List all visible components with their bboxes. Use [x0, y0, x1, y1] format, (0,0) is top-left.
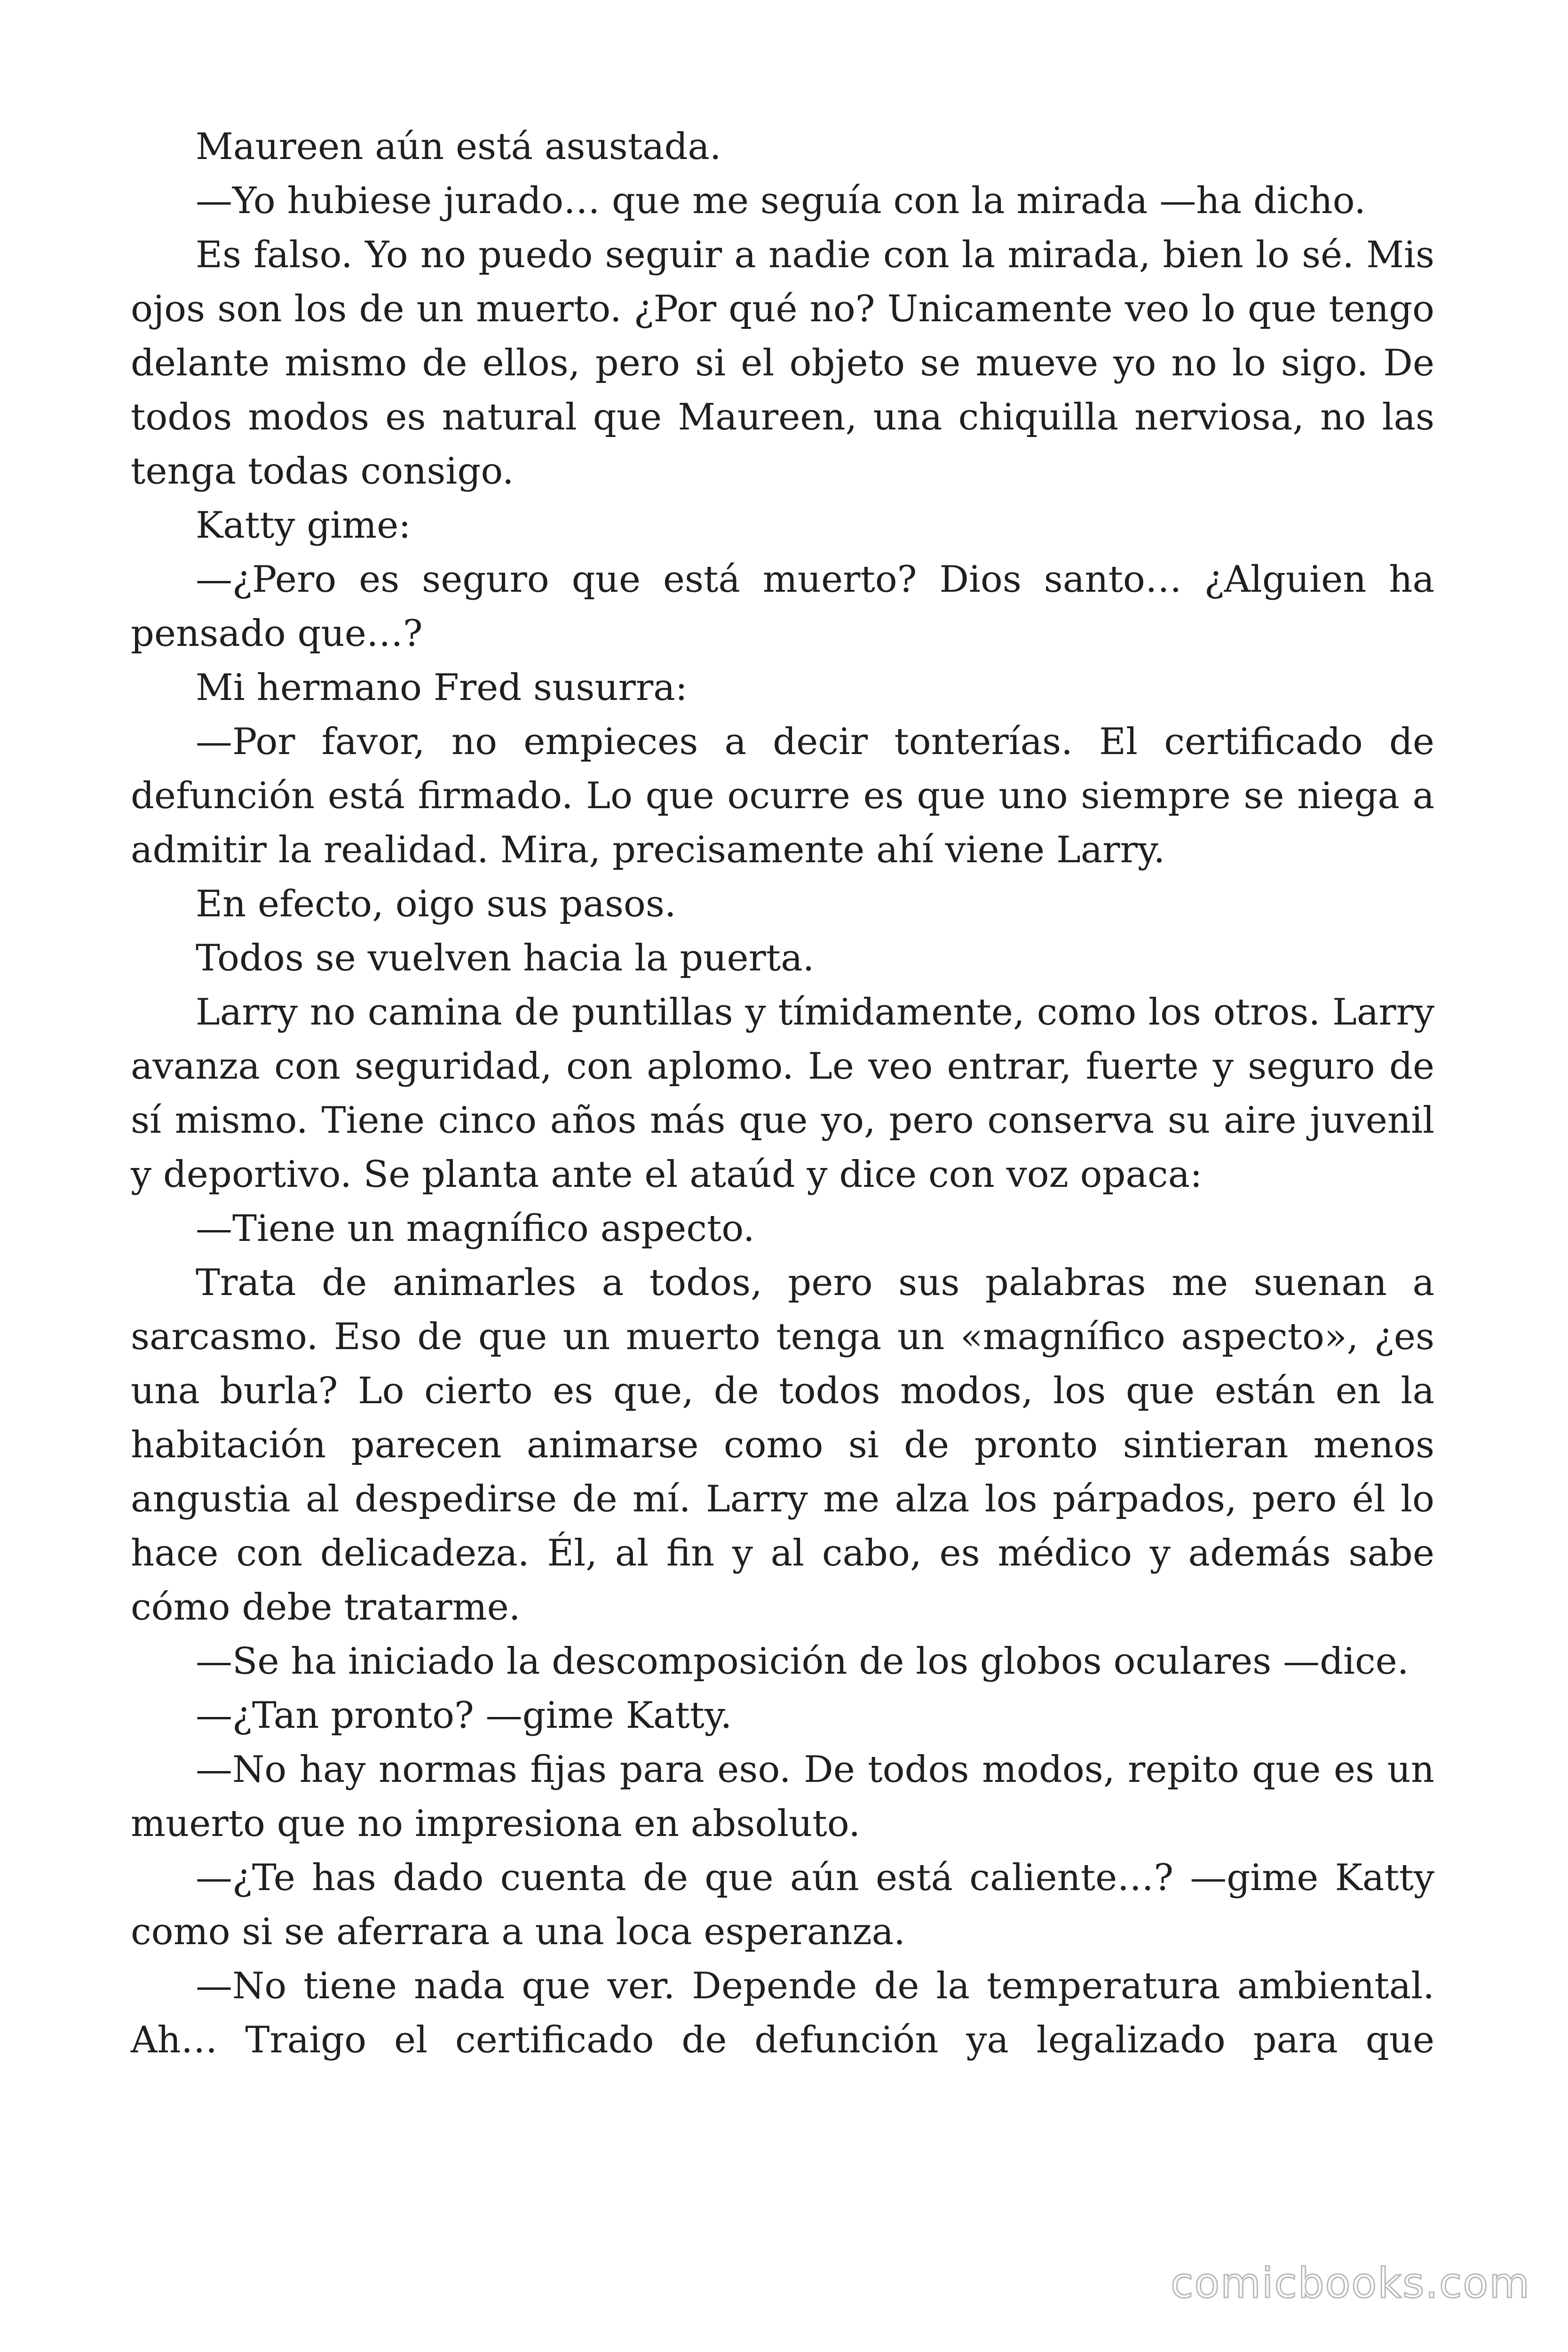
paragraph: Trata de animarles a todos, pero sus palabras me suenan a sarcasmo. Eso de que un muerto tenga un «magnífico aspecto», ¿es una burla? Lo cierto es que, de todos modos, los que están en la habitación parecen animarse como si de pronto sintieran menos angustia al despedirse de mí. Larry me alza los párpados, pero él lo hace con delicadeza. Él, al fin y al cabo, es médico y además sabe cómo debe tratarme. — [131, 1262, 1434, 1629]
paragraph: Mi hermano Fred susurra: — [196, 667, 688, 709]
paragraph: —Por favor, no empieces a decir tonterías. El certificado de defunción está firmado. Lo que ocurre es que uno siempre se niega a admitir la realidad. Mira, precisamente ahí viene Larry. — [131, 721, 1434, 871]
paragraph: Es falso. Yo no puedo seguir a nadie con la mirada, bien lo sé. Mis ojos son los de un muerto. ¿Por qué no? Unicamente veo lo que tengo delante mismo de ellos, pero si el objeto se mueve yo no lo sigo. De todos modos es natural que Maureen, una chiquilla nerviosa, no las tenga todas consigo. — [131, 234, 1434, 493]
paragraph: —No tiene nada que ver. Depende de la temperatura ambiental. Ah… Traigo el certificado de defunción ya legalizado para que — [131, 1965, 1434, 2061]
paragraph: Katty gime: — [196, 504, 411, 547]
paragraph: Todos se vuelven hacia la puerta. — [196, 937, 815, 979]
book-page-text — [131, 120, 1434, 2067]
paragraph: —Yo hubiese jurado… que me seguía con la mirada —ha dicho. — [196, 180, 1366, 222]
paragraph: Maureen aún está asustada. — [196, 126, 721, 168]
watermark: comicbooks.com — [1170, 2259, 1530, 2307]
paragraph: —No hay normas fijas para eso. De todos modos, repito que es un muerto que no impresiona en absoluto. — [131, 1748, 1434, 1845]
paragraph: —¿Pero es seguro que está muerto? Dios santo… ¿Alguien ha pensado que…? — [131, 558, 1434, 655]
paragraph: —¿Tan pronto? —gime Katty. — [196, 1694, 732, 1737]
paragraph: —Tiene un magnífico aspecto. — [196, 1208, 755, 1250]
paragraph: —¿Te has dado cuenta de que aún está caliente…? —gime Katty como si se aferrara a una loca esperanza. — [131, 1857, 1434, 1953]
paragraph: —Se ha iniciado la descomposición de los globos oculares —dice. — [196, 1640, 1409, 1683]
paragraph: En efecto, oigo sus pasos. — [196, 883, 676, 925]
paragraph: Larry no camina de puntillas y tímidamente, como los otros. Larry avanza con seguridad, con aplomo. Le veo entrar, fuerte y seguro de sí mismo. Tiene cinco años más que yo, pero conserva su aire juvenil y deportivo. Se planta ante el ataúd y dice con voz opaca: — [131, 991, 1434, 1196]
